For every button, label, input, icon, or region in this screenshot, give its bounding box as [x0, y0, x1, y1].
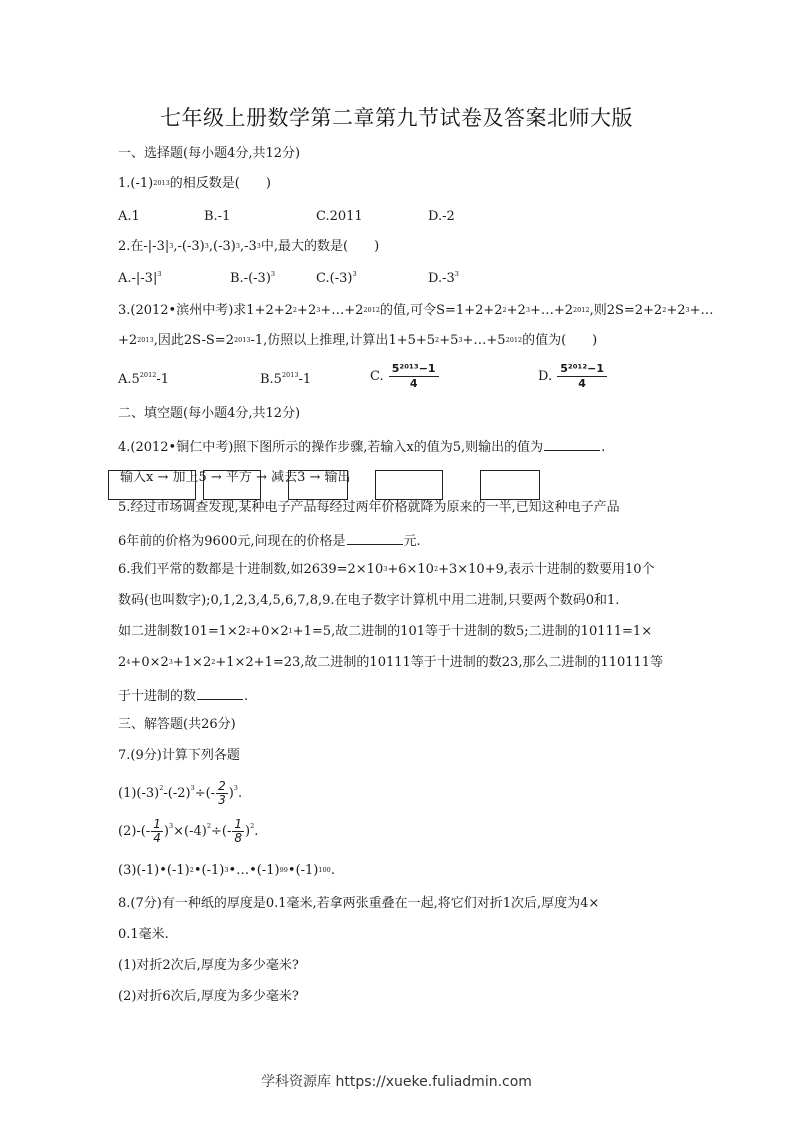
- question-7-part-3: $(3)(-1)•(-1)^2•(-1)^3•\dots•(-1)^{99}•(-1)^{100}$.: [118, 863, 335, 878]
- q1-option-d: D.-2: [428, 209, 455, 224]
- answer-blank-q5[interactable]: [347, 530, 403, 545]
- section-heading-fill-blank: 二、填空题(每小题4分,共12分): [118, 406, 301, 421]
- question-7-heading: 7.(9分)计算下列各题: [118, 748, 240, 763]
- page-title: 七年级上册数学第二章第九节试卷及答案北师大版: [160, 106, 633, 130]
- q3-option-d: D. $\frac{\text{5²⁰¹²−1}}{4}$: [538, 362, 608, 391]
- q7-p2-fraction-1: $\frac{1}{4}$: [153, 817, 161, 845]
- q7-p2-fraction-2: $\frac{1}{8}$: [234, 817, 242, 845]
- q1-option-c: C.2011: [316, 209, 363, 224]
- flow-box-output: [480, 470, 540, 500]
- q3-fraction-c: $\frac{\text{5²⁰¹³−1}}{4}$: [389, 362, 439, 391]
- question-1: $1.(-1)^{2013}$的相反数是( ): [118, 176, 271, 191]
- question-5-line-2: 6年前的价格为9600元,问现在的价格是 元.: [118, 530, 421, 551]
- flow-diagram-text: 输入x → 加上5 → 平方 → 减去3 → 输出: [120, 470, 351, 485]
- section-heading-choice: 一、选择题(每小题4分,共12分): [118, 146, 301, 161]
- q2-option-b: $B.-(-3)^3$: [230, 270, 276, 286]
- q7-p1-fraction: $\frac{2}{3}$: [218, 779, 226, 807]
- q2-option-a: $A.-|-3|^3$: [118, 270, 162, 286]
- question-5-line-1: 5.经过市场调查发现,某种电子产品每经过两年价格就降为原来的一半,已知这种电子产品: [118, 500, 620, 515]
- question-7-part-1: $(1)(-3)^2-(-2)^3\div(-$ $\frac{2}{3}$ )$^3$.: [118, 779, 243, 807]
- question-8-part-1: (1)对折2次后,厚度为多少毫米?: [118, 958, 299, 973]
- question-6-line-4: $2^4+0\times 2^3+1\times 2^2+1\times 2+1=23$,故二进制的10111等于十进制的数23,那么二进制的110111等: [118, 655, 664, 670]
- question-8-line-2: 0.1毫米.: [118, 927, 169, 942]
- q3-option-c: C. $\frac{\text{5²⁰¹³−1}}{4}$: [370, 362, 440, 391]
- answer-blank-q4[interactable]: [544, 436, 600, 451]
- question-6-line-3: 如二进制数$101=1\times 2^2+0\times 2^1+1=5$,故二进制的101等于十进制的数5;二进制的10111=1×: [118, 624, 653, 639]
- question-6-line-1: 6.我们平常的数都是十进制数,如$2639=2\times 10^3+6\times 10^2+3\times 10+9$,表示十进制的数要用10个: [118, 562, 655, 577]
- question-3-line-2: $+2^{2013}$,因此$2S-S=2^{2013}-1$,仿照以上推理,计算出$1+5+5^2+5^3+\dots+5^{2012}$的值为( ): [118, 333, 598, 348]
- question-8-line-1: 8.(7分)有一种纸的厚度是0.1毫米,若拿两张重叠在一起,将它们对折1次后,厚度为4×: [118, 896, 600, 911]
- question-3-line-1: 3.(2012•滨州中考)求$1+2+2^2+2^3+\dots+2^{2012}$的值,可令$S=1+2+2^2+2^3+\dots+2^{2012}$,则$2S=2+2^2+2^3+\dots$: [118, 303, 714, 318]
- question-8-part-2: (2)对折6次后,厚度为多少毫米?: [118, 989, 299, 1004]
- question-2: 2.在$-|-3|^3,-(-3)^3,(-3)^3,-3^3$中,最大的数是( ): [118, 239, 380, 254]
- q3-option-a: $A.5^{2012}-1$: [118, 371, 170, 387]
- flow-box-subtract: [375, 470, 443, 500]
- footer-source: 学科资源库 https://xueke.fuliadmin.com: [261, 1074, 532, 1090]
- q3-fraction-d: $\frac{\text{5²⁰¹²−1}}{4}$: [557, 362, 607, 391]
- question-4: 4.(2012•铜仁中考)照下图所示的操作步骤,若输入x的值为5,则输出的值为 .: [118, 436, 605, 457]
- q1-option-a: A.1: [118, 209, 140, 224]
- q2-option-d: $D.-3^3$: [428, 270, 459, 286]
- section-heading-solve: 三、解答题(共26分): [118, 717, 236, 732]
- answer-blank-q6[interactable]: [197, 685, 243, 700]
- q3-option-b: $B.5^{2013}-1$: [260, 371, 312, 387]
- question-7-part-2: (2)-(- $\frac{1}{4}$ )$^3\times(-4)^2\div(-$ $\frac{1}{8}$ )$^2$.: [118, 817, 259, 845]
- q1-option-b: B.-1: [204, 209, 231, 224]
- q2-option-c: $C.(-3)^3$: [316, 270, 357, 286]
- question-6-line-5: 于十进制的数 .: [118, 685, 248, 706]
- question-6-line-2: 数码(也叫数字);0,1,2,3,4,5,6,7,8,9.在电子数字计算机中用二进制,只要两个数码0和1.: [118, 593, 620, 608]
